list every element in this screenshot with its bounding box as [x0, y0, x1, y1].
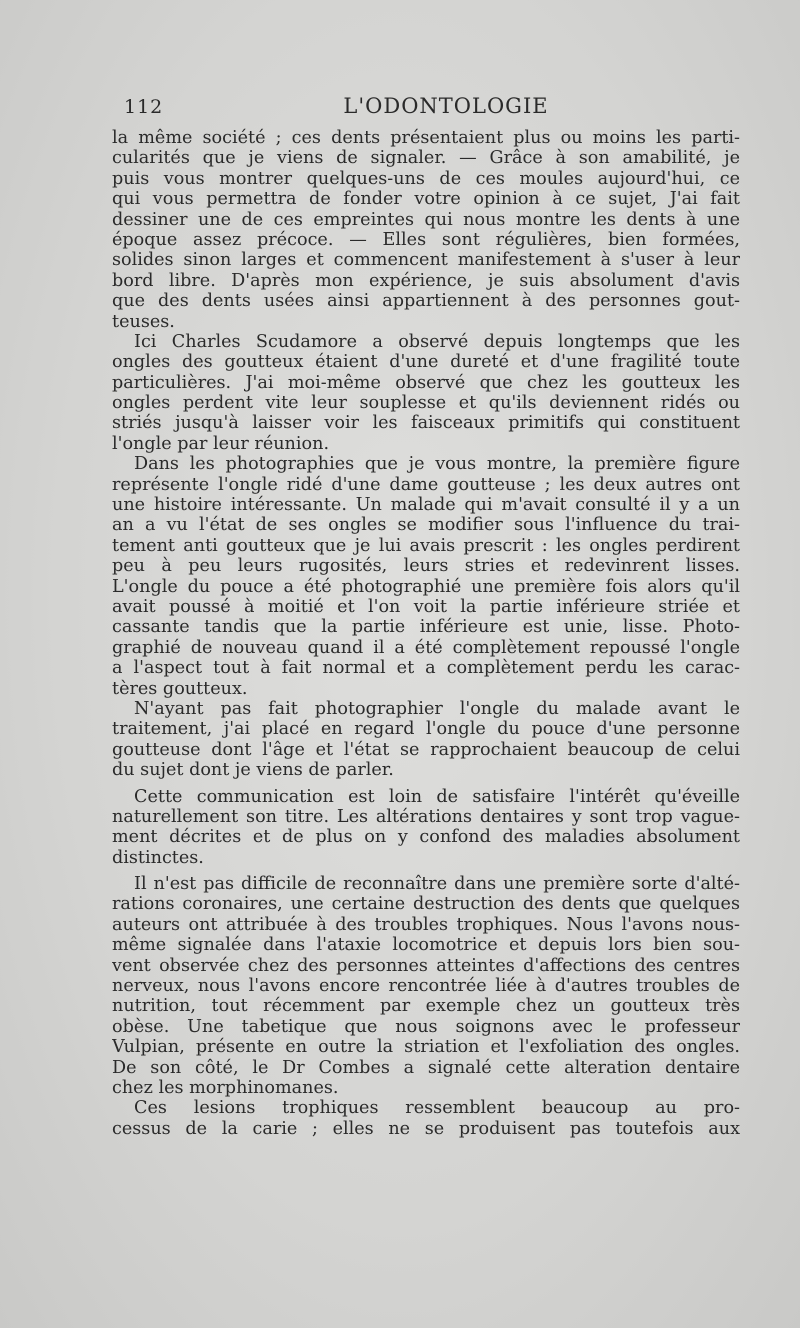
- text-line: cessus de la carie ; elles ne se produisent pas toutefois aux: [112, 1118, 740, 1139]
- paragraph: [112, 1098, 740, 1139]
- text-line: distinctes.: [112, 847, 204, 868]
- text-line: a l'aspect tout à fait normal et a complètement perdu les carac-: [112, 658, 740, 679]
- text-line: N'ayant pas fait photographier l'ongle du malade avant le: [134, 698, 740, 719]
- text-line: Vulpian, présente en outre la striation et l'exfoliation des ongles.: [112, 1037, 740, 1058]
- text-line: une histoire intéressante. Un malade qui m'avait consulté il y a un: [112, 495, 740, 516]
- text-line: auteurs ont attribuée à des troubles trophiques. Nous l'avons nous-: [112, 914, 740, 935]
- text-line: la même société ; ces dents présentaient plus ou moins les parti-: [112, 128, 740, 148]
- text-line: Il n'est pas difficile de reconnaître dans une première sorte d'alté-: [134, 874, 740, 895]
- text-line: graphié de nouveau quand il a été complètement repoussé l'ongle: [112, 637, 740, 658]
- text-line: particulières. J'ai moi-même observé que chez les goutteux les: [112, 372, 740, 393]
- text-line: striés jusqu'à laisser voir les faisceaux primitifs qui constituent: [112, 413, 740, 434]
- text-line: traitement, j'ai placé en regard l'ongle du pouce d'une personne: [112, 719, 740, 740]
- text-line: cularités que je viens de signaler. — Grâce à son amabilité, je: [112, 148, 740, 169]
- body-text: [112, 128, 740, 1139]
- text-line: cassante tandis que la partie inférieure est unie, lisse. Photo-: [112, 617, 740, 638]
- text-line: du sujet dont je viens de parler.: [112, 760, 394, 781]
- text-line: nutrition, tout récemment par exemple chez un goutteux très: [112, 996, 740, 1017]
- running-title: L'ODONTOLOGIE: [343, 94, 549, 118]
- text-line: que des dents usées ainsi appartiennent à des personnes gout-: [112, 291, 740, 312]
- text-line: solides sinon larges et commencent manifestement à s'user à leur: [112, 250, 740, 271]
- text-line: dessiner une de ces empreintes qui nous montre les dents à une: [112, 209, 740, 230]
- paragraph: [112, 454, 740, 699]
- text-line: tement anti goutteux que je lui avais prescrit : les ongles perdirent: [112, 535, 740, 556]
- paragraph: [112, 128, 740, 332]
- text-line: même signalée dans l'ataxie locomotrice et depuis lors bien sou-: [112, 935, 740, 956]
- text-line: avait poussé à moitié et l'on voit la partie inférieure striée et: [112, 596, 740, 617]
- text-line: Cette communication est loin de satisfaire l'intérêt qu'éveille: [134, 786, 740, 807]
- text-line: obèse. Une tabetique que nous soignons avec le professeur: [112, 1016, 740, 1037]
- text-line: Ces lesions trophiques ressemblent beaucoup au pro-: [134, 1098, 740, 1119]
- text-line: Ici Charles Scudamore a observé depuis longtemps que les: [134, 331, 740, 352]
- paragraph: [112, 787, 740, 869]
- text-line: L'ongle du pouce a été photographié une première fois alors qu'il: [112, 576, 740, 597]
- page-number: 112: [124, 96, 164, 118]
- paragraph: [112, 874, 740, 1098]
- text-line: Dans les photographies que je vous montre, la première figure: [134, 454, 740, 475]
- paragraph: [112, 332, 740, 454]
- text-line: naturellement son titre. Les altérations dentaires y sont trop vague-: [112, 806, 740, 827]
- text-line: goutteuse dont l'âge et l'état se rapprochaient beaucoup de celui: [112, 739, 740, 760]
- paragraph: [112, 699, 740, 781]
- text-line: ongles des goutteux étaient d'une dureté et d'une fragilité toute: [112, 352, 740, 373]
- text-line: ongles perdent vite leur souplesse et qu'ils deviennent ridés ou: [112, 393, 740, 414]
- text-line: chez les morphinomanes.: [112, 1077, 339, 1098]
- text-line: teuses.: [112, 311, 175, 332]
- text-line: rations coronaires, une certaine destruction des dents que quelques: [112, 894, 740, 915]
- text-line: qui vous permettra de fonder votre opinion à ce sujet, J'ai fait: [112, 189, 740, 210]
- text-line: bord libre. D'après mon expérience, je suis absolument d'avis: [112, 270, 740, 291]
- page: [112, 88, 740, 1139]
- text-line: époque assez précoce. — Elles sont régulières, bien formées,: [112, 229, 740, 250]
- page-header: [112, 88, 740, 128]
- text-line: De son côté, le Dr Combes a signalé cette alteration dentaire: [112, 1057, 740, 1078]
- text-line: nerveux, nous l'avons encore rencontrée liée à d'autres troubles de: [112, 976, 740, 997]
- text-line: an a vu l'état de ses ongles se modifier sous l'influence du trai-: [112, 515, 740, 536]
- text-line: ment décrites et de plus on y confond des maladies absolument: [112, 827, 740, 848]
- text-line: l'ongle par leur réunion.: [112, 433, 330, 454]
- text-line: représente l'ongle ridé d'une dame goutteuse ; les deux autres ont: [112, 474, 740, 495]
- text-line: puis vous montrer quelques-uns de ces moules aujourd'hui, ce: [112, 168, 740, 189]
- text-line: tères goutteux.: [112, 678, 248, 699]
- text-line: vent observée chez des personnes atteintes d'affections des centres: [112, 955, 740, 976]
- text-line: peu à peu leurs rugosités, leurs stries et redevinrent lisses.: [112, 556, 740, 577]
